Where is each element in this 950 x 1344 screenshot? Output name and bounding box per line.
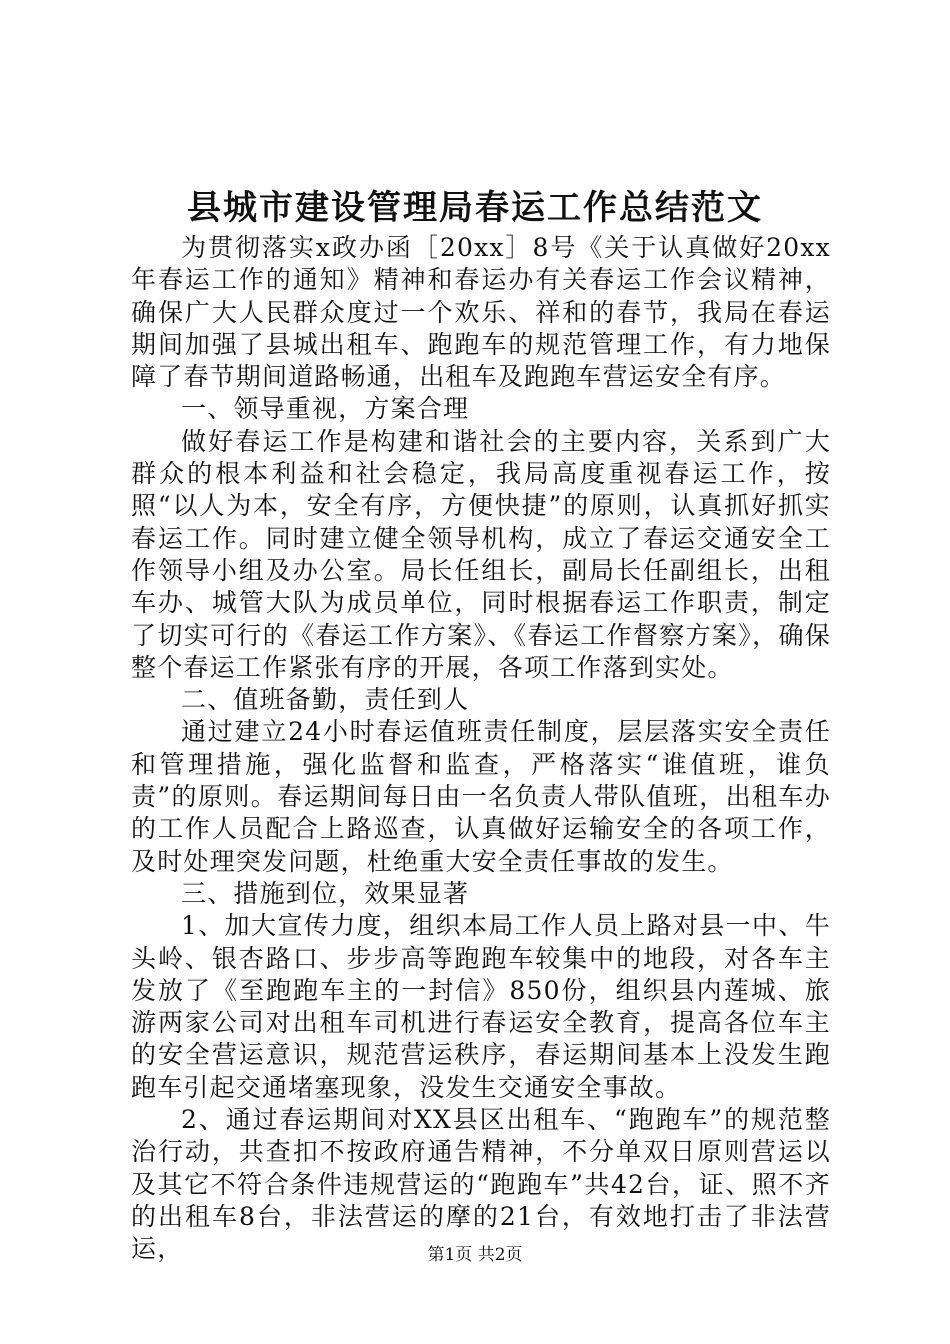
paragraph-section-1: 做好春运工作是构建和谐社会的主要内容，关系到广大群众的根本利益和社会稳定，我局高度重视春运工作，按照“以人为本，安全有序，方便快捷”的原则，认真抓好抓实春运工作。同时建立健全领导机构，成立了春运交通安全工作领导小组及办公室。局长任组长，副局长任副组长，出租车办、城管大队为成员单位，同时根据春运工作职责，制定了切实可行的《春运工作方案》、《春运工作督察方案》，确保整个春运工作紧张有序的开展，各项工作落到实处。 — [131, 426, 831, 682]
paragraph-section-2: 通过建立24小时春运值班责任制度，层层落实安全责任和管理措施，强化监督和监查，严格落实“谁值班，谁负责”的原则。春运期间每日由一名负责人带队值班，出租车办的工作人员配合上路巡查，认真做好运输安全的各项工作，及时处理突发问题，杜绝重大安全责任事故的发生。 — [131, 717, 831, 876]
document-title: 县城市建设管理局春运工作总结范文 — [187, 188, 763, 228]
paragraph-measure-1: 1、加大宣传力度，组织本局工作人员上路对县一中、牛头岭、银杏路口、步步高等跑跑车较集中的地段，对各车主发放了《至跑跑车主的一封信》850份，组织县内莲城、旅游两家公司对出租车司机进行春运安全教育，提高各位车主的安全营运意识，规范营运秩序，春运期间基本上没发生跑跑车引起交通堵塞现象，没发生交通安全事故。 — [131, 911, 831, 1102]
section-heading-1: 一、领导重视，方案合理 — [181, 394, 470, 424]
section-heading-2: 二、值班备勤，责任到人 — [181, 685, 470, 715]
document-body — [131, 232, 831, 1266]
paragraph-measure-2: 2、通过春运期间对XX县区出租车、“跑跑车”的规范整治行动，共查扣不按政府通告精神，不分单双日原则营运以及其它不符合条件违规营运的“跑跑车”共42台，证、照不齐的出租车8台，非法营运的摩的21台，有效地打击了非法营运， — [131, 1105, 831, 1264]
page-number-footer: 第1页 共2页 — [427, 1245, 523, 1265]
paragraph-intro: 为贯彻落实x政办函［20xx］8号《关于认真做好20xx年春运工作的通知》精神和春运办有关春运工作会议精神，确保广大人民群众度过一个欢乐、祥和的春节，我局在春运期间加强了县城出租车、跑跑车的规范管理工作，有力地保障了春节期间道路畅通，出租车及跑跑车营运安全有序。 — [131, 233, 831, 392]
section-heading-3: 三、措施到位，效果显著 — [181, 878, 470, 908]
